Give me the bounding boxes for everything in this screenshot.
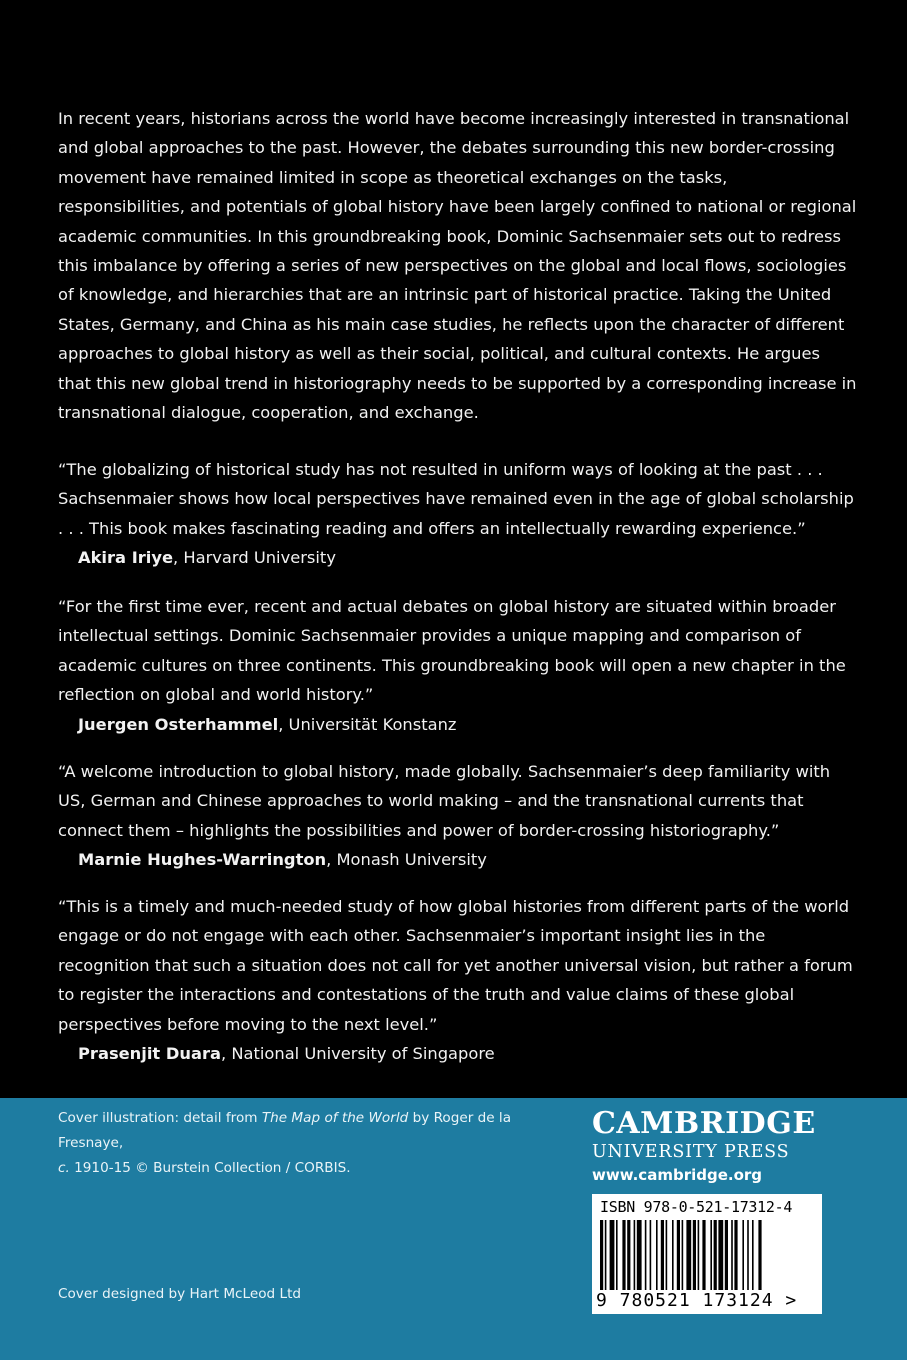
barcode-bar — [634, 1220, 636, 1290]
credit-prefix: Cover illustration: detail from — [58, 1110, 262, 1126]
barcode-bar — [693, 1220, 696, 1290]
barcode-bar — [714, 1220, 717, 1290]
cover-designer-credit: Cover designed by Hart McLeod Ltd — [58, 1286, 302, 1302]
quote-text: “For the first time ever, recent and actual debates on global history are situated within broader intellectual settings. Dominic Sachsenmaier provides a unique mapping and comparison of academic cultures on three continents. This groundbreaking book will open a new chapter in the reflection on global and world history.” — [58, 597, 846, 705]
barcode-bar — [661, 1220, 664, 1290]
barcode-bars — [600, 1220, 814, 1290]
endorsement-quote-3 — [58, 757, 858, 875]
barcode-bar — [752, 1220, 754, 1290]
barcode-bar — [637, 1220, 642, 1290]
quote-attribution — [58, 1039, 858, 1068]
barcode-bar — [605, 1220, 607, 1290]
barcode-bar — [622, 1220, 625, 1290]
quote-affiliation: , Harvard University — [173, 548, 336, 568]
credit-work-title: The Map of the World — [261, 1110, 409, 1126]
publisher-name: CAMBRIDGE — [592, 1106, 816, 1141]
isbn-label: ISBN 978-0-521-17312-4 — [600, 1198, 793, 1216]
barcode-bar — [672, 1220, 674, 1290]
barcode-bar — [734, 1220, 737, 1290]
barcode-bar — [742, 1220, 744, 1290]
credit-circa: c. — [58, 1160, 70, 1176]
barcode-bar — [677, 1220, 680, 1290]
quote-text: “The globalizing of historical study has not resulted in uniform ways of looking at the past . . . Sachsenmaier shows how local perspectives have remained even in the age of global scholarship . . . This book makes fascinating reading and offers an intellectually rewarding experience.” — [58, 460, 854, 538]
quote-attribution — [58, 543, 858, 572]
quote-text: “A welcome introduction to global history, made globally. Sachsenmaier’s deep familiarity with US, German and Chinese approaches to world making – and the transnational currents that connect them – highlights the possibilities and power of border-crossing historiography.” — [58, 762, 831, 840]
barcode-bar — [725, 1220, 728, 1290]
credit-suffix: by Roger de la Fresnaye, — [58, 1110, 512, 1151]
barcode-bar — [686, 1220, 691, 1290]
endorsement-quote-4 — [58, 892, 858, 1068]
barcode-bar — [758, 1220, 761, 1290]
barcode-bar — [627, 1220, 630, 1290]
quote-affiliation: , Monash University — [326, 850, 487, 870]
barcode-bar — [682, 1220, 684, 1290]
quote-text: “This is a timely and much-needed study of how global histories from different parts of the world engage or do not engage with each other. Sachsenmaier’s important insight lies in the recognition that such a situation does not call for yet another universal vision, but rather a forum to register the interactions and contestations of the truth and value claims of these global perspectives before moving to the next level.” — [58, 897, 853, 1034]
quote-affiliation: , National University of Singapore — [221, 1044, 495, 1064]
quote-affiliation: , Universität Konstanz — [278, 714, 457, 734]
barcode-bar — [600, 1220, 603, 1290]
quote-author: Marnie Hughes-Warrington — [78, 850, 327, 870]
publisher-logo — [592, 1106, 822, 1184]
isbn-barcode — [592, 1194, 822, 1314]
barcode-bar — [731, 1220, 733, 1290]
barcode-bar — [650, 1220, 652, 1290]
endorsement-quote-1 — [58, 455, 858, 573]
barcode-bar — [616, 1220, 618, 1290]
barcode-bar — [718, 1220, 723, 1290]
quote-author: Juergen Osterhammel — [78, 714, 279, 734]
barcode-bar — [698, 1220, 700, 1290]
barcode-bar — [747, 1220, 749, 1290]
publisher-subname: UNIVERSITY PRESS — [592, 1142, 790, 1162]
barcode-bar — [702, 1220, 705, 1290]
barcode-digits: 9 780521 173124 > — [596, 1290, 798, 1311]
quote-author: Prasenjit Duara — [78, 1044, 221, 1064]
cover-illustration-credit — [58, 1106, 558, 1181]
quote-attribution — [58, 845, 858, 874]
credit-line2: 1910-15 © Burstein Collection / CORBIS. — [69, 1160, 351, 1176]
barcode-bar — [610, 1220, 615, 1290]
quote-author: Akira Iriye — [78, 548, 174, 568]
barcode-bar — [656, 1220, 658, 1290]
barcode-bar — [666, 1220, 668, 1290]
barcode-bar — [645, 1220, 647, 1290]
quote-attribution — [58, 710, 858, 739]
barcode-bar — [710, 1220, 712, 1290]
endorsement-quote-2 — [58, 592, 858, 739]
book-blurb: In recent years, historians across the world have become increasingly interested in transnational and global approaches to the past. However, the debates surrounding this new border-crossing movement have remained limited in scope as theoretical exchanges on the tasks, responsibilities, and potentials of global history have been largely confined to national or regional academic communities. In this groundbreaking book, Dominic Sachsenmaier sets out to redress this imbalance by offering a series of new perspectives on the global and local flows, sociologies of knowledge, and hierarchies that are an intrinsic part of historical practice. Taking the United States, Germany, and China as his main case studies, he reflects upon the character of different approaches to global history as well as their social, political, and cultural contexts. He argues that this new global trend in historiography needs to be supported by a corresponding increase in transnational dialogue, cooperation, and exchange. — [58, 109, 857, 423]
publisher-url: www.cambridge.org — [592, 1166, 763, 1184]
